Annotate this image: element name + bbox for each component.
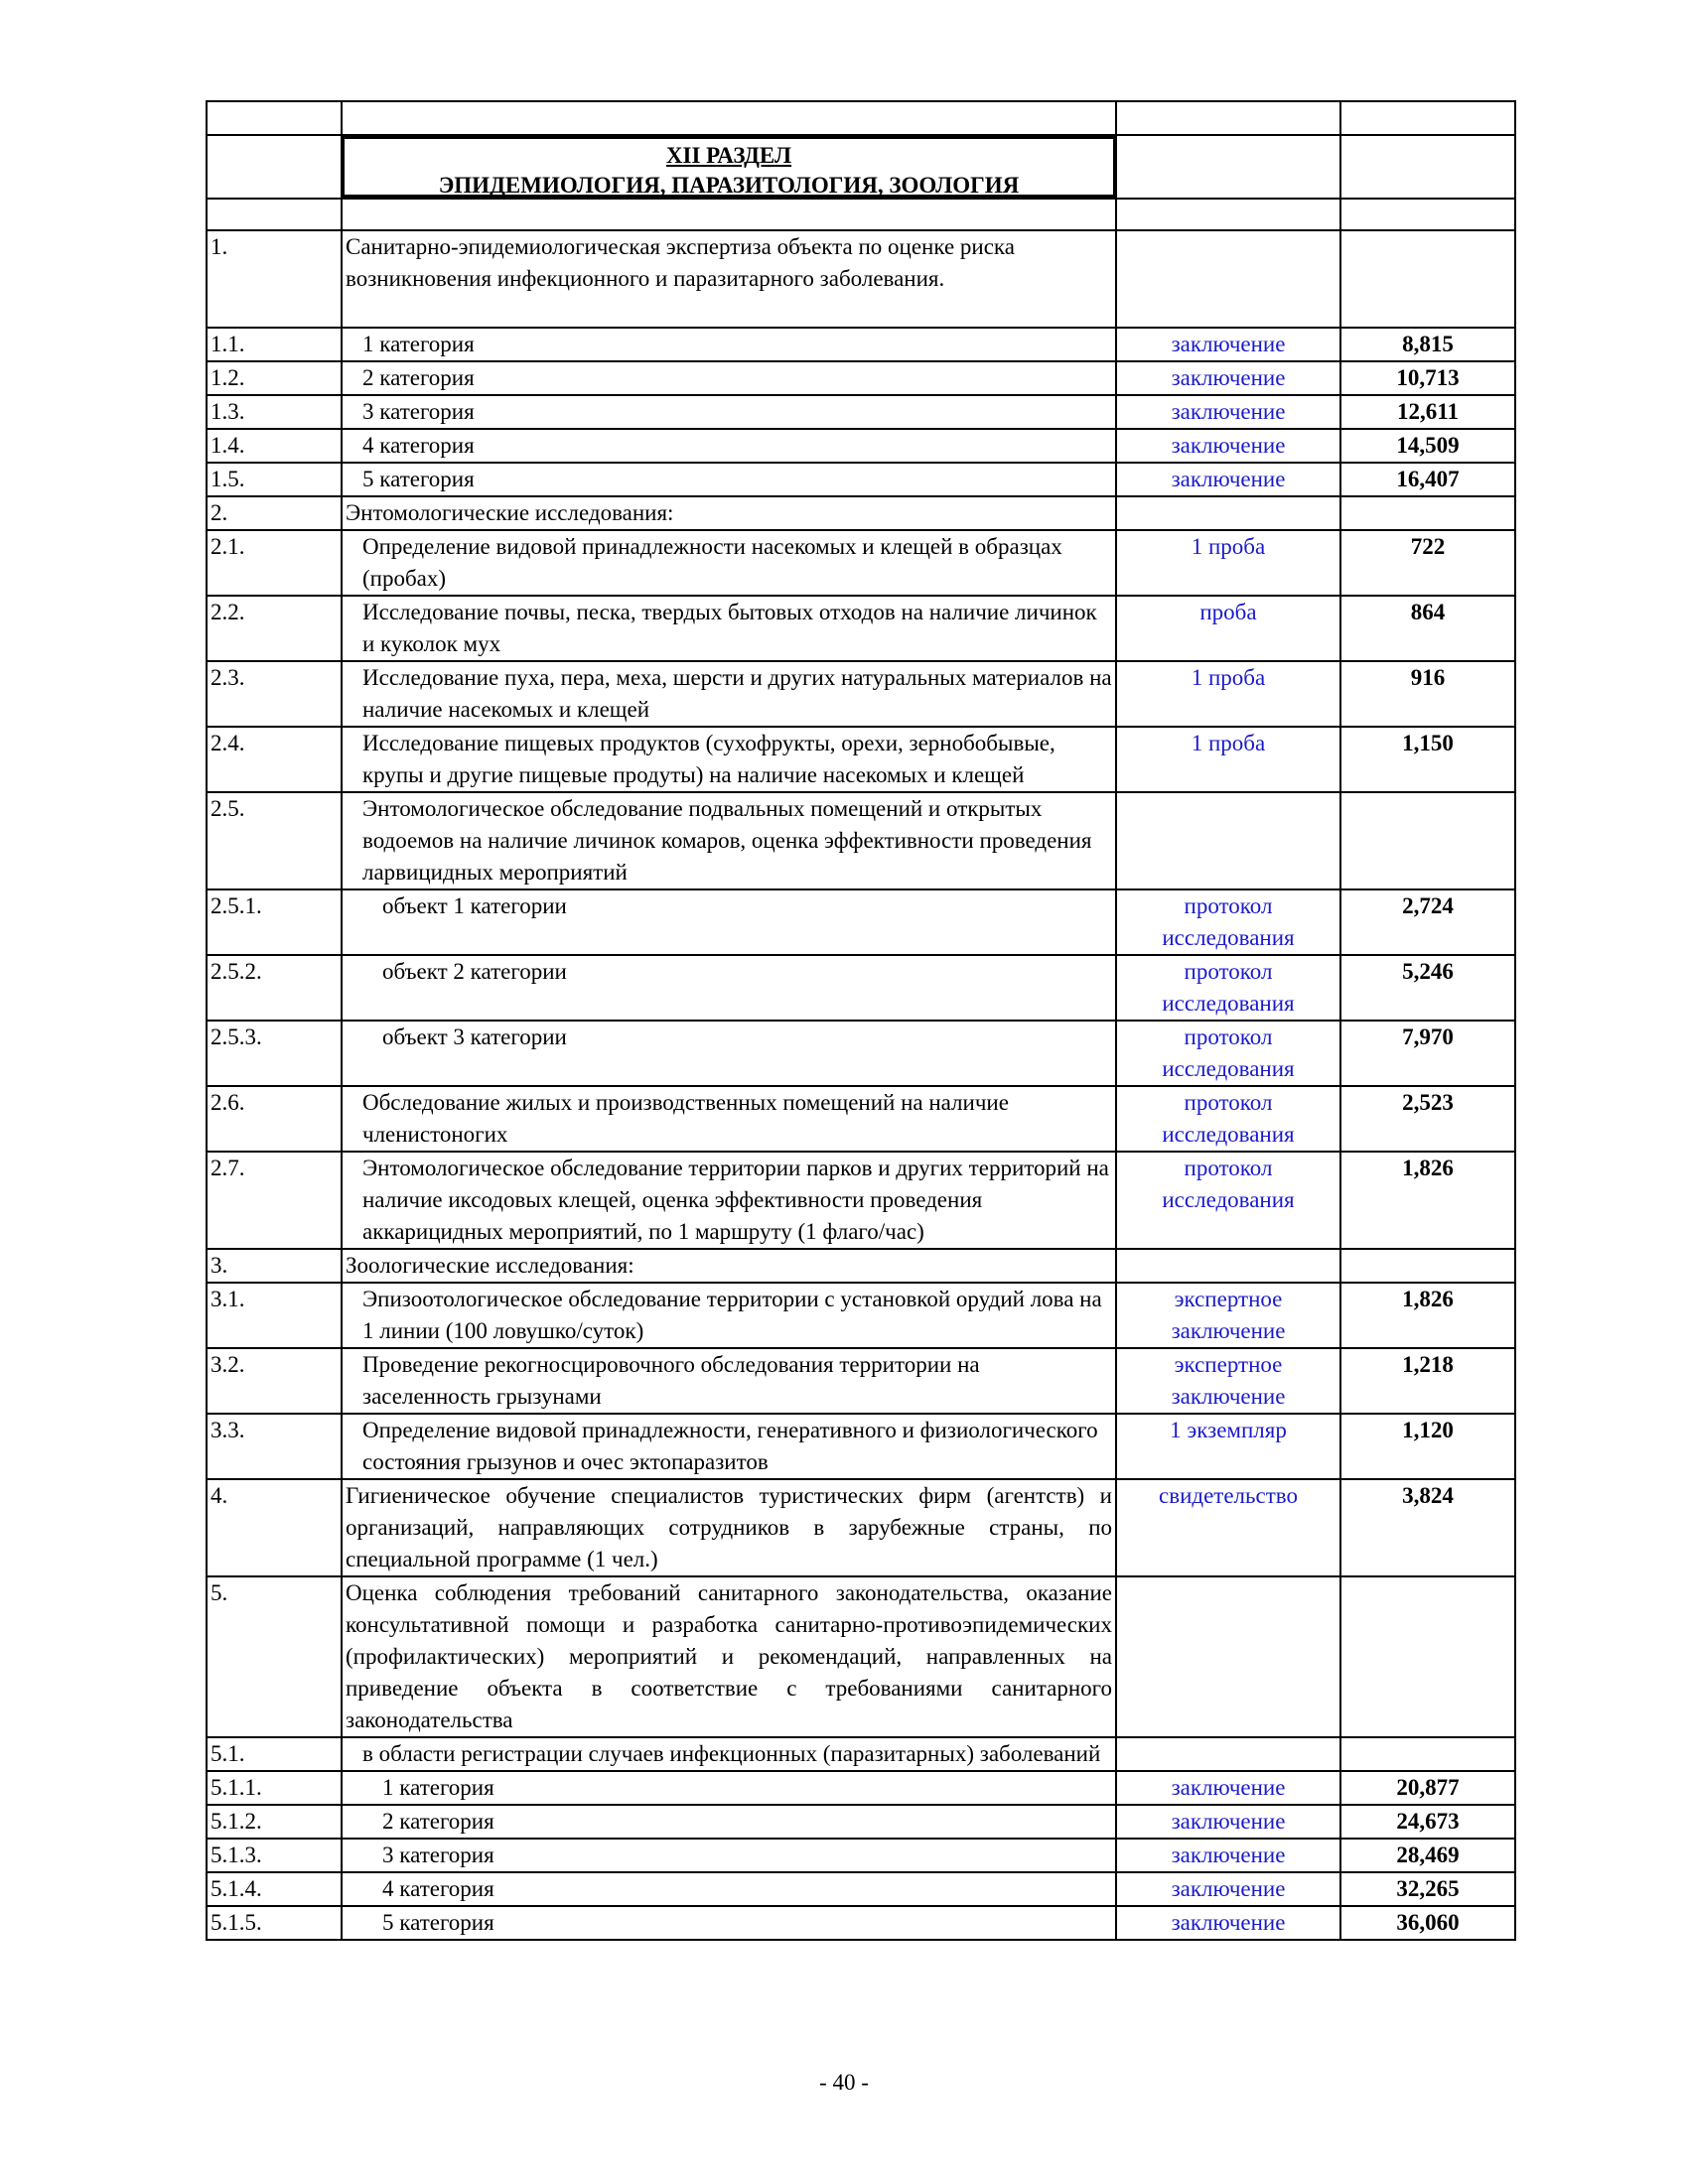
row-name: 1 категория [342, 328, 1116, 361]
table-row [207, 463, 1515, 496]
row-unit: заключение [1116, 463, 1340, 496]
row-number: 5.1.1. [207, 1771, 342, 1805]
row-name: Обследование жилых и производственных помещений на наличие членистоногих [342, 1086, 1116, 1152]
row-price: 20,877 [1340, 1771, 1515, 1805]
row-unit: протокол исследования [1116, 1021, 1340, 1086]
row-name: Энтомологические исследования: [342, 496, 1116, 530]
row-price [1340, 1737, 1515, 1771]
row-number: 2.5. [207, 792, 342, 889]
table-row [207, 1839, 1515, 1872]
row-name: Гигиеническое обучение специалистов туристических фирм (агентств) и организаций, направляющих сотрудников в зарубежные страны, по специальной программе (1 чел.) [342, 1479, 1116, 1576]
row-number: 3. [207, 1249, 342, 1283]
row-price: 916 [1340, 661, 1515, 727]
row-price: 5,246 [1340, 955, 1515, 1021]
row-unit [1116, 1249, 1340, 1283]
row-number: 5.1.3. [207, 1839, 342, 1872]
row-unit: 1 экземпляр [1116, 1414, 1340, 1479]
row-price: 2,724 [1340, 889, 1515, 955]
table-row [207, 1479, 1515, 1576]
row-name: 2 категория [342, 361, 1116, 395]
row-number: 2. [207, 496, 342, 530]
price-table [206, 100, 1516, 1941]
table-row [207, 1771, 1515, 1805]
row-unit: заключение [1116, 1771, 1340, 1805]
table-row [207, 1414, 1515, 1479]
table-row [207, 889, 1515, 955]
table-row [207, 1737, 1515, 1771]
row-price: 864 [1340, 596, 1515, 661]
row-price: 1,150 [1340, 727, 1515, 792]
row-price [1340, 230, 1515, 328]
row-name: 5 категория [342, 463, 1116, 496]
table-row [207, 792, 1515, 889]
row-number: 5. [207, 1576, 342, 1737]
table-row [207, 496, 1515, 530]
row-number: 1.1. [207, 328, 342, 361]
row-name: 3 категория [342, 395, 1116, 429]
page-number: - 40 - [819, 2070, 869, 2095]
table-row [207, 101, 1515, 135]
row-unit: свидетельство [1116, 1479, 1340, 1576]
row-unit: экспертное заключение [1116, 1283, 1340, 1348]
row-unit [1116, 1737, 1340, 1771]
table-row [207, 1086, 1515, 1152]
row-number: 5.1.4. [207, 1872, 342, 1906]
row-name: 2 категория [342, 1805, 1116, 1839]
row-name: Определение видовой принадлежности насекомых и клещей в образцах (пробах) [342, 530, 1116, 596]
row-number: 2.5.2. [207, 955, 342, 1021]
row-price: 722 [1340, 530, 1515, 596]
row-price: 2,523 [1340, 1086, 1515, 1152]
row-name: Зоологические исследования: [342, 1249, 1116, 1283]
table-row [207, 199, 1515, 230]
table-row [207, 1152, 1515, 1249]
row-unit: проба [1116, 596, 1340, 661]
row-price [1340, 792, 1515, 889]
row-unit: 1 проба [1116, 530, 1340, 596]
table-row [207, 661, 1515, 727]
row-unit: заключение [1116, 361, 1340, 395]
table-row [207, 328, 1515, 361]
table-row [207, 1872, 1515, 1906]
row-name: в области регистрации случаев инфекционных (паразитарных) заболеваний [342, 1737, 1116, 1771]
row-unit [1116, 1576, 1340, 1737]
row-name: 4 категория [342, 429, 1116, 463]
row-name: Санитарно-эпидемиологическая экспертиза объекта по оценке риска возникновения инфекционного и паразитарного заболевания. [342, 230, 1116, 328]
row-unit: экспертное заключение [1116, 1348, 1340, 1414]
row-number: 2.7. [207, 1152, 342, 1249]
row-name: Исследование пуха, пера, меха, шерсти и других натуральных материалов на наличие насекомых и клещей [342, 661, 1116, 727]
row-number: 1.2. [207, 361, 342, 395]
row-unit: заключение [1116, 1805, 1340, 1839]
row-price: 10,713 [1340, 361, 1515, 395]
row-number: 3.1. [207, 1283, 342, 1348]
row-price: 16,407 [1340, 463, 1515, 496]
row-unit: заключение [1116, 429, 1340, 463]
section-header [342, 136, 1116, 198]
row-name: объект 1 категории [342, 889, 1116, 955]
row-number: 2.6. [207, 1086, 342, 1152]
section-header-row [207, 135, 1515, 199]
row-unit: протокол исследования [1116, 955, 1340, 1021]
row-price [1340, 1249, 1515, 1283]
row-price: 36,060 [1340, 1906, 1515, 1940]
table-row [207, 1805, 1515, 1839]
row-unit: заключение [1116, 1872, 1340, 1906]
row-price: 14,509 [1340, 429, 1515, 463]
table-row [207, 395, 1515, 429]
row-price [1340, 1576, 1515, 1737]
row-number: 2.2. [207, 596, 342, 661]
table-row [207, 1906, 1515, 1940]
row-price: 28,469 [1340, 1839, 1515, 1872]
table-row [207, 1348, 1515, 1414]
row-unit [1116, 792, 1340, 889]
row-number: 1. [207, 230, 342, 328]
row-unit: заключение [1116, 1839, 1340, 1872]
row-number: 5.1.5. [207, 1906, 342, 1940]
table-row [207, 1576, 1515, 1737]
price-list-sheet [206, 100, 1514, 1941]
table-row [207, 727, 1515, 792]
row-name: Оценка соблюдения требований санитарного законодательства, оказание консультативной помощи и разработка санитарно-противоэпидемических (профилактических) мероприятий и рекомендаций, направленных на приведение объекта в соответствие с требованиями санитарного законодательства [342, 1576, 1116, 1737]
row-price: 1,218 [1340, 1348, 1515, 1414]
row-price: 1,120 [1340, 1414, 1515, 1479]
table-row [207, 955, 1515, 1021]
row-name: Проведение рекогносцировочного обследования территории на заселенность грызунами [342, 1348, 1116, 1414]
row-number: 2.5.1. [207, 889, 342, 955]
row-unit: 1 проба [1116, 727, 1340, 792]
row-price: 8,815 [1340, 328, 1515, 361]
row-unit: протокол исследования [1116, 1086, 1340, 1152]
row-number: 3.2. [207, 1348, 342, 1414]
row-name: Исследование почвы, песка, твердых бытовых отходов на наличие личинок и куколок мух [342, 596, 1116, 661]
table-row [207, 230, 1515, 328]
row-name: объект 3 категории [342, 1021, 1116, 1086]
row-name: 3 категория [342, 1839, 1116, 1872]
row-unit: протокол исследования [1116, 1152, 1340, 1249]
row-name: Энтомологическое обследование подвальных помещений и открытых водоемов на наличие личинок комаров, оценка эффективности проведения ларвицидных мероприятий [342, 792, 1116, 889]
section-title: XII РАЗДЕЛ [665, 143, 792, 168]
table-row [207, 1021, 1515, 1086]
row-price: 32,265 [1340, 1872, 1515, 1906]
table-row [207, 530, 1515, 596]
row-number: 3.3. [207, 1414, 342, 1479]
row-number: 1.3. [207, 395, 342, 429]
row-price: 24,673 [1340, 1805, 1515, 1839]
table-row [207, 596, 1515, 661]
row-unit [1116, 230, 1340, 328]
row-price: 12,611 [1340, 395, 1515, 429]
row-price: 7,970 [1340, 1021, 1515, 1086]
row-price [1340, 496, 1515, 530]
row-name: объект 2 категории [342, 955, 1116, 1021]
table-row [207, 429, 1515, 463]
row-number: 2.1. [207, 530, 342, 596]
row-name: 1 категория [342, 1771, 1116, 1805]
row-number: 2.3. [207, 661, 342, 727]
row-name: 5 категория [342, 1906, 1116, 1940]
row-number: 2.4. [207, 727, 342, 792]
row-number: 5.1. [207, 1737, 342, 1771]
row-price: 1,826 [1340, 1152, 1515, 1249]
row-number: 1.4. [207, 429, 342, 463]
row-name: Эпизоотологическое обследование территории с установкой орудий лова на 1 линии (100 ловушко/суток) [342, 1283, 1116, 1348]
row-number: 2.5.3. [207, 1021, 342, 1086]
row-unit: заключение [1116, 395, 1340, 429]
row-unit: заключение [1116, 328, 1340, 361]
row-name: Энтомологическое обследование территории парков и других территорий на наличие иксодовых клещей, оценка эффективности проведения аккарицидных мероприятий, по 1 маршруту (1 флаго/час) [342, 1152, 1116, 1249]
row-price: 1,826 [1340, 1283, 1515, 1348]
row-unit [1116, 496, 1340, 530]
section-subtitle: ЭПИДЕМИОЛОГИЯ, ПАРАЗИТОЛОГИЯ, ЗООЛОГИЯ [438, 173, 1020, 198]
row-number: 5.1.2. [207, 1805, 342, 1839]
row-unit: заключение [1116, 1906, 1340, 1940]
row-name: Исследование пищевых продуктов (сухофрукты, орехи, зернобобывые, крупы и другие пищевые продуты) на наличие насекомых и клещей [342, 727, 1116, 792]
row-unit: протокол исследования [1116, 889, 1340, 955]
row-name: Определение видовой принадлежности, генеративного и физиологического состояния грызунов и очес эктопаразитов [342, 1414, 1116, 1479]
row-unit: 1 проба [1116, 661, 1340, 727]
row-number: 4. [207, 1479, 342, 1576]
table-row [207, 1283, 1515, 1348]
table-row [207, 1249, 1515, 1283]
row-price: 3,824 [1340, 1479, 1515, 1576]
row-name: 4 категория [342, 1872, 1116, 1906]
table-row [207, 361, 1515, 395]
row-number: 1.5. [207, 463, 342, 496]
